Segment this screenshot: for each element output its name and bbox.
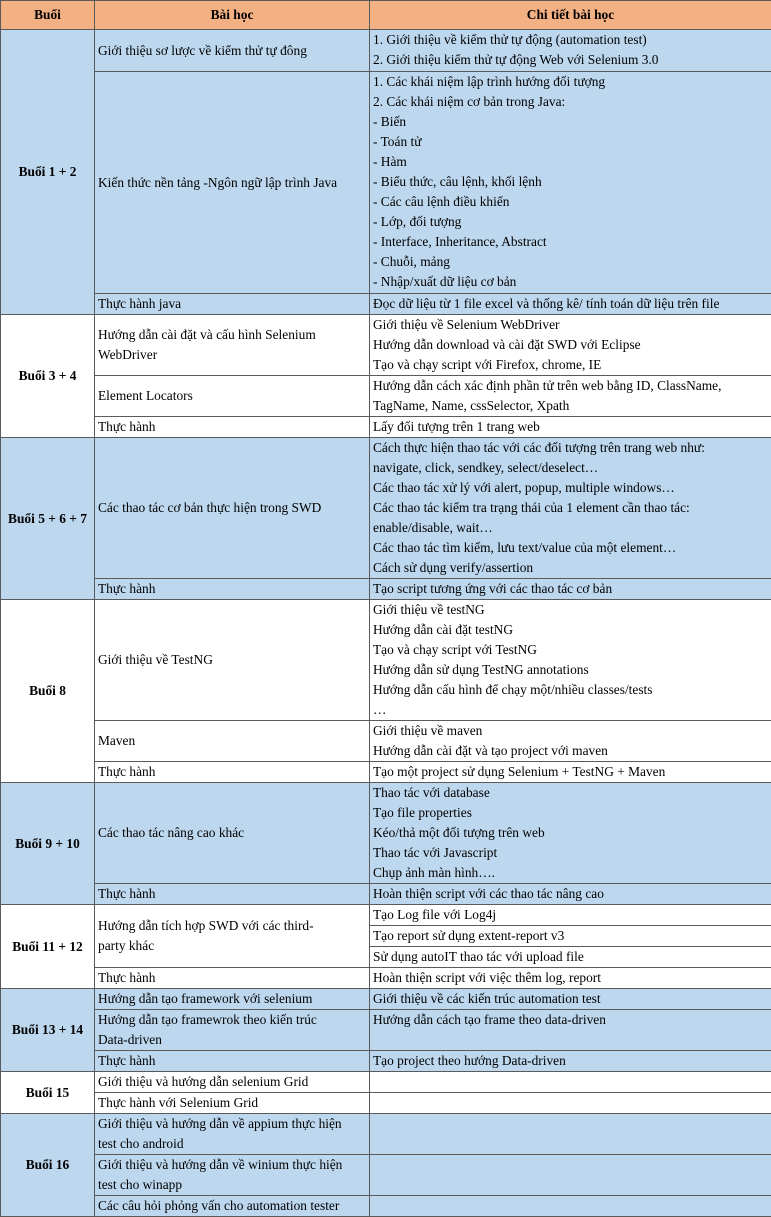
lesson-cell [95, 968, 370, 989]
session-cell: Buổi 1 + 2 [1, 30, 95, 315]
lesson-cell [95, 884, 370, 905]
table-row [1, 438, 771, 579]
detail-cell [370, 1093, 771, 1114]
lesson-cell [95, 905, 370, 968]
detail-line: Cách sử dụng verify/assertion [373, 558, 768, 578]
lesson-text: test cho android [98, 1134, 366, 1154]
session-cell: Buổi 5 + 6 + 7 [1, 438, 95, 600]
table-row [1, 315, 771, 376]
table-row [1, 1114, 771, 1155]
session-cell: Buổi 9 + 10 [1, 783, 95, 905]
lesson-text: Giới thiệu và hướng dẫn về winium thực hiện [98, 1155, 366, 1175]
detail-line: Tạo và chạy script với TestNG [373, 640, 768, 660]
lesson-text: Thực hành với Selenium Grid [98, 1093, 366, 1113]
detail-line: Chụp ảnh màn hình…. [373, 863, 768, 883]
lesson-text: Thực hành [98, 417, 366, 437]
session-cell: Buổi 15 [1, 1072, 95, 1114]
detail-cell [370, 1010, 771, 1051]
detail-line: Hướng dẫn cấu hình để chạy một/nhiều classes/tests [373, 680, 768, 700]
table-row [1, 884, 771, 905]
detail-line: Giới thiệu về testNG [373, 600, 768, 620]
lesson-text: Maven [98, 731, 366, 751]
lesson-text: Thực hành [98, 884, 366, 904]
table-row [1, 1196, 771, 1217]
header-lesson: Bài học [95, 1, 370, 30]
lesson-text: test cho winapp [98, 1175, 366, 1195]
detail-line: Tạo script tương ứng với các thao tác cơ bản [373, 579, 768, 599]
lesson-text: Giới thiệu và hướng dẫn về appium thực hiện [98, 1114, 366, 1134]
detail-line: enable/disable, wait… [373, 518, 768, 538]
detail-line: - Toán tử [373, 132, 768, 152]
detail-line: Các thao tác kiểm tra trạng thái của 1 element cần thao tác: [373, 498, 768, 518]
detail-line: Lấy đối tượng trên 1 trang web [373, 417, 768, 437]
detail-line: Kéo/thả một đối tượng trên web [373, 823, 768, 843]
detail-line: Giới thiệu về các kiến trúc automation test [373, 989, 768, 1009]
detail-cell [370, 783, 771, 884]
detail-cell [370, 438, 771, 579]
lesson-cell [95, 1093, 370, 1114]
detail-cell [370, 1072, 771, 1093]
detail-line: - Interface, Inheritance, Abstract [373, 232, 768, 252]
lesson-text: Các thao tác nâng cao khác [98, 823, 366, 843]
table-row [1, 1010, 771, 1051]
detail-line: Hướng dẫn cách tạo frame theo data-driven [373, 1010, 768, 1030]
table-row [1, 1155, 771, 1196]
detail-line: Tạo report sử dụng extent-report v3 [373, 926, 768, 946]
table-row [1, 1072, 771, 1093]
lesson-cell [95, 762, 370, 783]
table-row [1, 968, 771, 989]
detail-cell [370, 315, 771, 376]
lesson-cell [95, 989, 370, 1010]
detail-line: - Hàm [373, 152, 768, 172]
detail-line: Tạo file properties [373, 803, 768, 823]
lesson-text: Kiến thức nền tảng -Ngôn ngữ lập trình Java [98, 173, 366, 193]
header-row [1, 1, 771, 30]
table-row [1, 417, 771, 438]
detail-line: Hoàn thiện script với các thao tác nâng cao [373, 884, 768, 904]
detail-cell [370, 905, 771, 926]
detail-cell [370, 1051, 771, 1072]
lesson-cell [95, 376, 370, 417]
table-row [1, 905, 771, 926]
detail-cell [370, 1155, 771, 1196]
detail-line: Thao tác với database [373, 783, 768, 803]
table-row [1, 579, 771, 600]
lesson-text: Thực hành java [98, 294, 366, 314]
detail-line: Hướng dẫn cài đặt testNG [373, 620, 768, 640]
detail-line: Giới thiệu về maven [373, 721, 768, 741]
detail-cell [370, 376, 771, 417]
lesson-text: Giới thiệu và hướng dẫn selenium Grid [98, 1072, 366, 1092]
lesson-cell [95, 72, 370, 294]
lesson-cell [95, 1114, 370, 1155]
detail-line: Thao tác với Javascript [373, 843, 768, 863]
detail-cell [370, 600, 771, 721]
table-row [1, 783, 771, 884]
session-cell: Buổi 8 [1, 600, 95, 783]
detail-cell [370, 30, 771, 72]
lesson-text: Thực hành [98, 579, 366, 599]
detail-line: Các thao tác xử lý với alert, popup, multiple windows… [373, 478, 768, 498]
table-row [1, 30, 771, 72]
detail-line: - Chuỗi, mảng [373, 252, 768, 272]
header-detail: Chi tiết bài học [370, 1, 771, 30]
table-row [1, 600, 771, 721]
detail-line: Các thao tác tìm kiếm, lưu text/value của một element… [373, 538, 768, 558]
lesson-cell [95, 1072, 370, 1093]
lesson-text: Data-driven [98, 1030, 366, 1050]
detail-line: 2. Các khái niệm cơ bản trong Java: [373, 92, 768, 112]
detail-line: Tạo project theo hướng Data-driven [373, 1051, 768, 1071]
lesson-cell [95, 1155, 370, 1196]
detail-cell [370, 947, 771, 968]
lesson-text: Thực hành [98, 968, 366, 988]
table-row [1, 1093, 771, 1114]
session-cell: Buổi 13 + 14 [1, 989, 95, 1072]
lesson-cell [95, 1010, 370, 1051]
detail-line: - Các câu lệnh điều khiển [373, 192, 768, 212]
detail-cell [370, 72, 771, 294]
lesson-cell [95, 600, 370, 721]
detail-line: Giới thiệu về Selenium WebDriver [373, 315, 768, 335]
table-row [1, 762, 771, 783]
table-row [1, 721, 771, 762]
table-row [1, 294, 771, 315]
detail-line: Hướng dẫn sử dụng TestNG annotations [373, 660, 768, 680]
detail-cell [370, 968, 771, 989]
detail-line: - Biểu thức, câu lệnh, khối lệnh [373, 172, 768, 192]
detail-line: 1. Các khái niệm lập trình hướng đối tượng [373, 72, 768, 92]
detail-cell [370, 989, 771, 1010]
lesson-text: Hướng dẫn tạo framewrok theo kiến trúc [98, 1010, 366, 1030]
lesson-text: Hướng dẫn cài đặt và cấu hình Selenium [98, 325, 366, 345]
table-body [1, 30, 771, 1217]
lesson-text: Giới thiệu sơ lược về kiểm thử tự đông [98, 41, 366, 61]
lesson-text: Hướng dẫn tích hợp SWD với các third- [98, 916, 366, 936]
lesson-cell [95, 783, 370, 884]
detail-cell [370, 884, 771, 905]
detail-cell [370, 417, 771, 438]
header-session: Buổi [1, 1, 95, 30]
detail-cell [370, 579, 771, 600]
lesson-text: Các thao tác cơ bản thực hiện trong SWD [98, 498, 366, 518]
detail-cell [370, 1196, 771, 1217]
detail-line: Đọc dữ liệu từ 1 file excel và thống kê/ tính toán dữ liệu trên file [373, 294, 768, 314]
lesson-cell [95, 30, 370, 72]
table-row [1, 72, 771, 294]
detail-line: - Lớp, đối tượng [373, 212, 768, 232]
lesson-cell [95, 579, 370, 600]
detail-line: TagName, Name, cssSelector, Xpath [373, 396, 768, 416]
lesson-cell [95, 315, 370, 376]
session-cell: Buổi 3 + 4 [1, 315, 95, 438]
lesson-text: Thực hành [98, 1051, 366, 1071]
session-cell: Buổi 11 + 12 [1, 905, 95, 989]
table-row [1, 1051, 771, 1072]
detail-line: Hướng dẫn download và cài đặt SWD với Eclipse [373, 335, 768, 355]
table-row [1, 376, 771, 417]
lesson-text: Hướng dẫn tạo framework với selenium [98, 989, 366, 1009]
lesson-text: Element Locators [98, 386, 366, 406]
session-cell: Buổi 16 [1, 1114, 95, 1217]
lesson-cell [95, 438, 370, 579]
detail-line: - Nhập/xuất dữ liệu cơ bản [373, 272, 768, 292]
lesson-cell [95, 417, 370, 438]
detail-line: Tạo và chạy script với Firefox, chrome, IE [373, 355, 768, 375]
lesson-cell [95, 1196, 370, 1217]
detail-line: Hoàn thiện script với việc thêm log, report [373, 968, 768, 988]
lesson-text: Thực hành [98, 762, 366, 782]
detail-cell [370, 762, 771, 783]
lesson-text: Các câu hỏi phỏng vấn cho automation tester [98, 1196, 366, 1216]
lesson-text: Giới thiệu về TestNG [98, 650, 366, 670]
detail-line: 1. Giới thiệu về kiểm thử tự động (automation test) [373, 30, 768, 50]
table-row [1, 989, 771, 1010]
detail-cell [370, 294, 771, 315]
detail-line: Hướng dẫn cách xác định phần tử trên web bằng ID, ClassName, [373, 376, 768, 396]
detail-cell [370, 1114, 771, 1155]
detail-line: - Biến [373, 112, 768, 132]
detail-line: Sử dụng autoIT thao tác với upload file [373, 947, 768, 967]
lesson-text: party khác [98, 936, 366, 956]
detail-line: … [373, 700, 768, 720]
detail-cell [370, 926, 771, 947]
lesson-cell [95, 1051, 370, 1072]
detail-line: navigate, click, sendkey, select/deselect… [373, 458, 768, 478]
detail-line: Tạo một project sử dụng Selenium + TestNG + Maven [373, 762, 768, 782]
detail-line: Cách thực hiện thao tác với các đối tượng trên trang web như: [373, 438, 768, 458]
detail-line: Hướng dẫn cài đặt và tạo project với maven [373, 741, 768, 761]
detail-line: 2. Giới thiệu kiểm thử tự động Web với Selenium 3.0 [373, 50, 768, 70]
detail-line: Tạo Log file với Log4j [373, 905, 768, 925]
lesson-text: WebDriver [98, 345, 366, 365]
lesson-cell [95, 721, 370, 762]
detail-cell [370, 721, 771, 762]
lesson-cell [95, 294, 370, 315]
